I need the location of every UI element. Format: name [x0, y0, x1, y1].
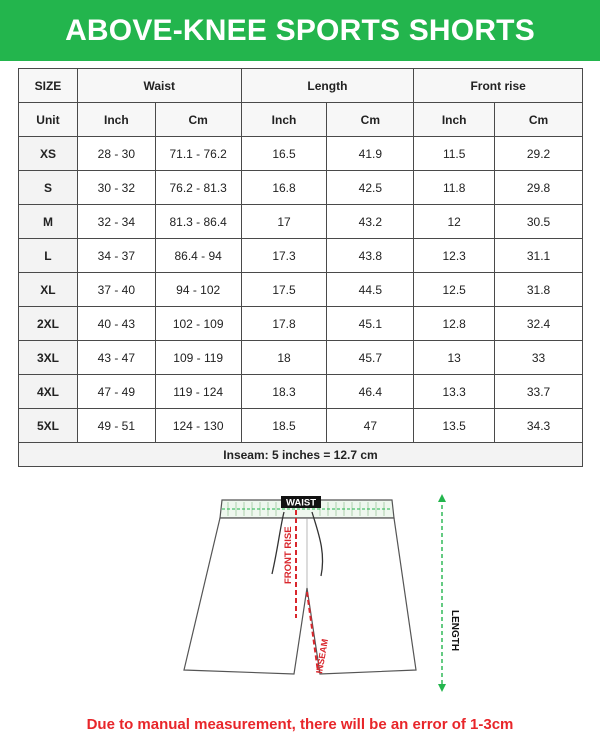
- cell-rise-in: 12.5: [414, 273, 495, 307]
- cell-length-in: 17.8: [241, 307, 327, 341]
- cell-waist-in: 34 - 37: [77, 239, 155, 273]
- cell-rise-in: 12.8: [414, 307, 495, 341]
- inseam-label: INSEAM: [314, 638, 331, 675]
- cell-rise-in: 12: [414, 205, 495, 239]
- cell-rise-in: 13.3: [414, 375, 495, 409]
- cell-rise-in: 12.3: [414, 239, 495, 273]
- length-arrow: [438, 494, 446, 692]
- cell-rise-cm: 31.1: [495, 239, 583, 273]
- cell-length-in: 16.8: [241, 171, 327, 205]
- length-label: LENGTH: [449, 610, 460, 652]
- header-row-units: [19, 103, 583, 137]
- cell-waist-cm: 109 - 119: [155, 341, 241, 375]
- cell-waist-cm: 71.1 - 76.2: [155, 137, 241, 171]
- page-title: ABOVE-KNEE SPORTS SHORTS: [65, 13, 535, 47]
- table-row: [19, 341, 583, 375]
- header-length-inch: Inch: [241, 103, 327, 137]
- table-row: [19, 409, 583, 443]
- cell-length-in: 18.5: [241, 409, 327, 443]
- header-row-groups: [19, 69, 583, 103]
- cell-length-in: 18.3: [241, 375, 327, 409]
- cell-rise-cm: 33.7: [495, 375, 583, 409]
- size-cell: 2XL: [19, 307, 78, 341]
- cell-length-cm: 41.9: [327, 137, 414, 171]
- size-chart-table: [18, 68, 583, 467]
- table-row: [19, 171, 583, 205]
- cell-length-cm: 43.2: [327, 205, 414, 239]
- cell-length-cm: 46.4: [327, 375, 414, 409]
- cell-waist-cm: 124 - 130: [155, 409, 241, 443]
- table-row: [19, 307, 583, 341]
- cell-waist-in: 40 - 43: [77, 307, 155, 341]
- table-body: [19, 137, 583, 443]
- waist-label-box: [281, 496, 321, 509]
- table-row: [19, 273, 583, 307]
- cell-length-cm: 44.5: [327, 273, 414, 307]
- cell-length-in: 16.5: [241, 137, 327, 171]
- size-cell: 4XL: [19, 375, 78, 409]
- title-banner: [0, 0, 600, 61]
- cell-waist-cm: 86.4 - 94: [155, 239, 241, 273]
- cell-waist-cm: 81.3 - 86.4: [155, 205, 241, 239]
- cell-length-cm: 43.8: [327, 239, 414, 273]
- shorts-diagram: [170, 488, 470, 698]
- header-rise-inch: Inch: [414, 103, 495, 137]
- cell-rise-cm: 31.8: [495, 273, 583, 307]
- cell-waist-in: 37 - 40: [77, 273, 155, 307]
- header-rise-cm: Cm: [495, 103, 583, 137]
- cell-waist-cm: 94 - 102: [155, 273, 241, 307]
- header-length-cm: Cm: [327, 103, 414, 137]
- size-cell: XL: [19, 273, 78, 307]
- header-unit: Unit: [19, 103, 78, 137]
- footer-row: [19, 443, 583, 467]
- cell-length-in: 18: [241, 341, 327, 375]
- shorts-outline: [184, 518, 416, 674]
- cell-rise-in: 13.5: [414, 409, 495, 443]
- cell-rise-in: 11.5: [414, 137, 495, 171]
- cell-rise-cm: 33: [495, 341, 583, 375]
- cell-rise-cm: 29.8: [495, 171, 583, 205]
- table-row: [19, 239, 583, 273]
- cell-length-in: 17: [241, 205, 327, 239]
- table-row: [19, 137, 583, 171]
- cell-rise-cm: 34.3: [495, 409, 583, 443]
- size-cell: M: [19, 205, 78, 239]
- table-row: [19, 205, 583, 239]
- cell-rise-in: 13: [414, 341, 495, 375]
- cell-length-cm: 45.1: [327, 307, 414, 341]
- cell-waist-in: 28 - 30: [77, 137, 155, 171]
- size-cell: XS: [19, 137, 78, 171]
- cell-length-in: 17.3: [241, 239, 327, 273]
- cell-rise-cm: 32.4: [495, 307, 583, 341]
- cell-rise-cm: 30.5: [495, 205, 583, 239]
- size-cell: S: [19, 171, 78, 205]
- front-rise-label: FRONT RISE: [283, 526, 294, 584]
- cell-length-cm: 45.7: [327, 341, 414, 375]
- inseam-note: Inseam: 5 inches = 12.7 cm: [19, 443, 583, 467]
- cell-length-cm: 47: [327, 409, 414, 443]
- cell-length-cm: 42.5: [327, 171, 414, 205]
- header-waist: Waist: [77, 69, 241, 103]
- cell-rise-cm: 29.2: [495, 137, 583, 171]
- header-size: SIZE: [19, 69, 78, 103]
- cell-waist-in: 47 - 49: [77, 375, 155, 409]
- cell-rise-in: 11.8: [414, 171, 495, 205]
- cell-waist-in: 30 - 32: [77, 171, 155, 205]
- cell-waist-in: 49 - 51: [77, 409, 155, 443]
- header-waist-inch: Inch: [77, 103, 155, 137]
- size-cell: 5XL: [19, 409, 78, 443]
- measurement-note: Due to manual measurement, there will be an error of 1-3cm: [86, 716, 514, 733]
- cell-waist-in: 43 - 47: [77, 341, 155, 375]
- header-length: Length: [241, 69, 414, 103]
- cell-length-in: 17.5: [241, 273, 327, 307]
- cell-waist-cm: 102 - 109: [155, 307, 241, 341]
- size-cell: 3XL: [19, 341, 78, 375]
- header-front-rise: Front rise: [414, 69, 583, 103]
- waist-label: WAIST: [285, 497, 317, 509]
- size-cell: L: [19, 239, 78, 273]
- header-waist-cm: Cm: [155, 103, 241, 137]
- cell-waist-in: 32 - 34: [77, 205, 155, 239]
- cell-waist-cm: 76.2 - 81.3: [155, 171, 241, 205]
- cell-waist-cm: 119 - 124: [155, 375, 241, 409]
- table-row: [19, 375, 583, 409]
